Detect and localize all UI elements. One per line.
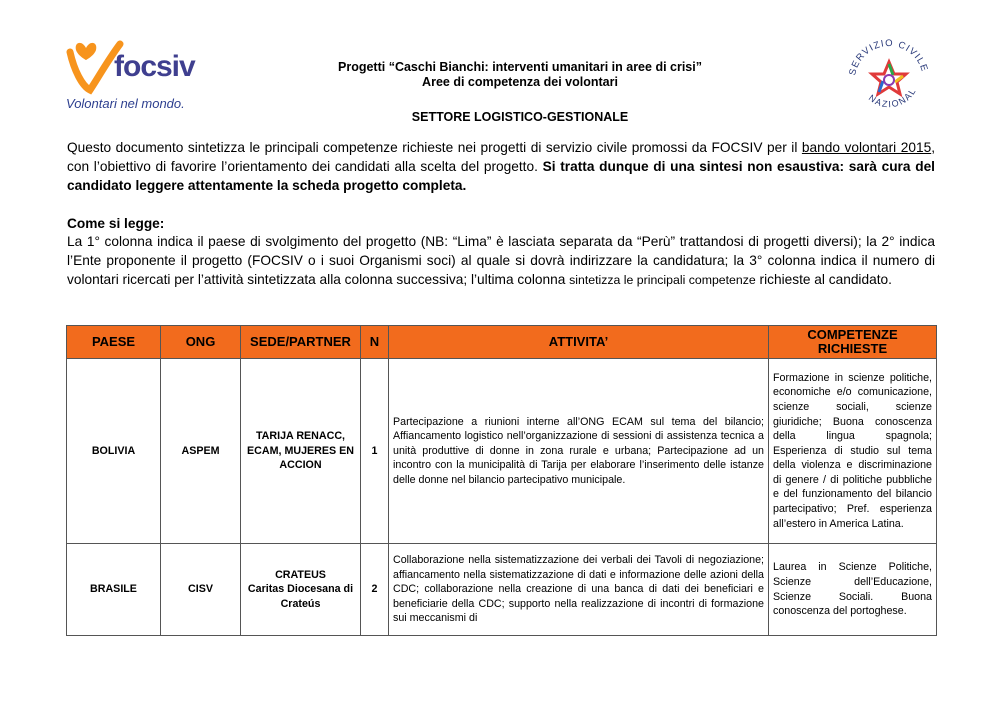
col-header-competenze: COMPETENZE RICHIESTE [769, 326, 937, 359]
cell-sede [241, 544, 361, 636]
table-header-row [67, 326, 937, 359]
cell-n: 2 [361, 544, 389, 636]
cell-competenze: Formazione in scienze politiche, economiche e/o comunicazione, scienze sociali, scienze giuridiche; Buona conoscenza della lingua spagnola; Esperienza di studio sul tema della violenza e discriminazione di genere / di politiche pubbliche e del funzionamento del bilancio partecipativo; Pref. esperienza all’estero in America Latina. [769, 359, 937, 544]
sede-city: CRATEUS [275, 568, 326, 581]
svg-text:SERVIZIO CIVILE [847, 38, 930, 76]
cell-ong: CISV [161, 544, 241, 636]
focsiv-tagline: Volontari nel mondo. [66, 96, 185, 111]
table-row [67, 544, 937, 636]
cell-competenze: Laurea in Scienze Politiche, Scienze dell’Educazione, Scienze Sociali. Buona conoscenza del portoghese. [769, 544, 937, 636]
cell-ong: ASPEM [161, 359, 241, 544]
servizio-civile-seal [843, 34, 935, 126]
focsiv-brand-text: focsiv [114, 50, 195, 83]
cell-attivita: Partecipazione a riunioni interne all’ONG ECAM sul tema del bilancio; Affiancamento logistico nell’organizzazione di sessioni di assistenza tecnica a unità produttive di donne in zona rurale e urbana; Partecipazione ad un incontro con la municipalità di Tarija per elaborare l’inserimento delle istanze delle donne nel bilancio partecipativo municipale. [389, 359, 769, 544]
cell-paese: BRASILE [67, 544, 161, 636]
servizio-civile-star-icon [843, 34, 935, 126]
col-header-sede: SEDE/PARTNER [241, 326, 361, 359]
cell-attivita: Collaborazione nella sistematizzazione dei verbali dei Tavoli di negoziazione; affiancamento nella sistematizzazione di dati e informazione delle azioni della CDC; collaborazione nella creazione di una banca di dati dei beneficiari e beneficiarie della CDC; supporto nella realizzazione di incontri di formazione sui meccanismi di [389, 544, 769, 636]
header-title: Progetti “Caschi Bianchi: interventi umanitari in aree di crisi” [338, 60, 702, 74]
how-to-read-title: Come si legge: [67, 216, 165, 231]
seal-text-top: SERVIZIO CIVILE [847, 37, 930, 77]
cell-sede: TARIJA RENACC, ECAM, MUJERES EN ACCION [241, 359, 361, 544]
col-header-attivita: ATTIVITA’ [389, 326, 769, 359]
focsiv-logo [64, 38, 224, 116]
competenze-table [66, 325, 937, 636]
header-subtitle: Aree di competenza dei volontari [422, 75, 618, 89]
col-header-ong: ONG [161, 326, 241, 359]
how-to-read-paragraph: La 1° colonna indica il paese di svolgimento del progetto (NB: “Lima” è lasciata separata da “Perù” trattandosi di progetti diversi); la 2° indica l’Ente proponente il progetto (FOCSIV o i suoi Organismi soci) al quale si dovrà indirizzare la candidatura; la 3° colonna indica il numero di volontari ricercati per l’attività sintetizzata alla colonna successiva; l’ultima colonna sintetizza le principali competenze richieste al candidato. [67, 234, 935, 287]
sede-partner: Caritas Diocesana di Crateús [247, 583, 354, 610]
col-header-n: N [361, 326, 389, 359]
cell-paese: BOLIVIA [67, 359, 161, 544]
cell-n: 1 [361, 359, 389, 544]
sector-title: SETTORE LOGISTICO-GESTIONALE [411, 110, 629, 124]
bando-link[interactable]: bando volontari 2015 [801, 140, 932, 155]
intro-paragraph: Questo documento sintetizza le principali competenze richieste nei progetti di servizio civile promossi da FOCSIV per il bando volontari 2015, con l’obiettivo di favorire l’orientamento dei candidati alla scelta del progetto. Si tratta dunque di una sintesi non esaustiva: sarà cura del candidato leggere attentamente la scheda progetto completa. [67, 140, 936, 193]
seal-text-bottom: NAZIONAL [866, 85, 919, 110]
table-row [67, 359, 937, 544]
col-header-paese: PAESE [67, 326, 161, 359]
